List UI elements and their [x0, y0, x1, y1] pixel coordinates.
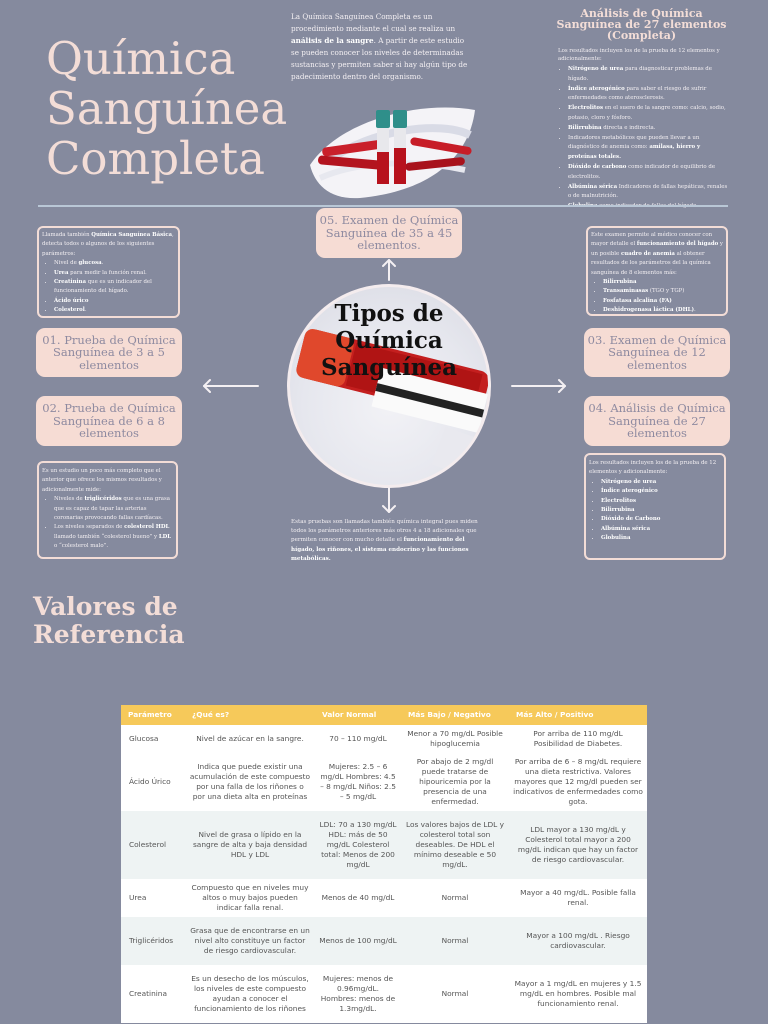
table-cell: Normal — [401, 879, 509, 917]
list-item: • Dióxido de carbono como indicador de equilibrio de electrolitos. — [568, 163, 729, 183]
list-item — [568, 202, 729, 212]
table-header: Parámetro — [121, 705, 185, 725]
pill-03-examen: 03. Examen de Química Sanguínea de 12 elementos — [584, 328, 730, 377]
table-cell: Menos de 40 mg/dL — [315, 879, 401, 917]
pill-01-prueba: 01. Prueba de Química Sanguínea de 3 a 5 elementos — [36, 328, 182, 377]
table-cell: Compuesto que en niveles muy altos o muy bajos pueden indicar falla renal. — [185, 879, 315, 917]
box-analisis-27-list — [589, 478, 721, 544]
main-title — [46, 34, 296, 184]
list-item: • Bilirrubina — [603, 278, 723, 287]
table-cell: Menor a 70 mg/dL Posible hipoglucemia — [401, 725, 509, 753]
analysis-27-panel — [554, 8, 729, 212]
main-title-line-2: Sanguínea — [46, 82, 288, 135]
table-cell: Nivel de azúcar en la sangre. — [185, 725, 315, 753]
list-item: • Índice aterogénico — [601, 487, 721, 496]
list-item: • Electrolitos en el suero de la sangre como: calcio, sodio, potasio, cloro y fósforo. — [568, 104, 729, 124]
table-header: ¿Qué es? — [185, 705, 315, 725]
list-item: • Creatinina que es un indicador del funcionamiento del hígado. — [54, 278, 175, 297]
list-item: • Globulina — [601, 534, 721, 543]
list-item: • Albúmina sérica Indicadores de fallas hepáticas, renales o de malnutrición. — [568, 183, 729, 203]
pill-05-examen: 05. Examen de Química Sanguínea de 35 a 45 elementos. — [316, 208, 462, 258]
list-item: • Niveles de triglicéridos que es una grasa que es capaz de tapar las arterias coronarias provocando fallas cardíacas. — [54, 495, 173, 523]
box-analisis-27: Los resultados incluyen los de la prueba de 12 elementos y adicionalmente: • Nitrógeno de urea • Índice aterogénico • Electrolitos • Bilirrubina • Dióxido de Carbono • Albúmina sérica • Globulina — [584, 453, 726, 560]
table-row — [121, 965, 647, 1023]
table-cell: Ácido Úrico — [121, 753, 185, 811]
blood-tubes-illustration — [300, 90, 480, 205]
table-row — [121, 753, 647, 811]
table-cell: Normal — [401, 917, 509, 965]
table-header: Valor Normal — [315, 705, 401, 725]
list-item: • Nitrógeno de urea — [601, 478, 721, 487]
table-cell: LDL mayor a 130 mg/dL y Colesterol total mayor a 200 mg/dL indican que hay un factor de riesgo cardiovascular. — [509, 811, 647, 879]
divider-line — [38, 205, 728, 207]
main-title-line-3: Completa — [46, 132, 265, 185]
table-cell: Mayor a 100 mg/dL . Riesgo cardiovascular. — [509, 917, 647, 965]
box-examen-12: Este examen permite al médico conocer con mayor detalle el funcionamiento del hígado y un posible cuadro de anemia al obtener resultados de los parámetros del la química sanguínea de 8 elementos más: • Bilirrubina • Transaminasas (TGO y TGP) • Fosfatasa alcalina (FA) • Deshidrogenasa láctica (DHL). — [586, 226, 728, 316]
table-header-row — [121, 705, 647, 725]
list-item: • Nivel de glucosa. — [54, 259, 175, 268]
box-prueba-basica-list — [42, 259, 175, 315]
table-cell: Menos de 100 mg/dL — [315, 917, 401, 965]
box-prueba-basica: Llamada también Química Sanguínea Básica, detecta todos o algunos de los siguientes parámetros: • Nivel de glucosa. • Urea para medir la función renal. • Creatinina que es un indicador del funcionamiento del hígado. • Ácido úrico • Colesterol. — [37, 226, 180, 318]
box-prueba-6-8-list — [42, 495, 173, 551]
list-item: • Los niveles separados de colesterol HDL llamado también “colesterol bueno” y LDL o “colesterol malo”. — [54, 523, 173, 551]
table-cell: Nivel de grasa o lípido en la sangre de alta y baja densidad HDL y LDL — [185, 811, 315, 879]
arrow-up-icon — [383, 260, 395, 280]
pill-04-analisis: 04. Análisis de Química Sanguínea de 27 elementos — [584, 396, 730, 446]
list-item: • Deshidrogenasa láctica (DHL). — [603, 306, 723, 315]
center-title: Tipos de Química Sanguínea — [320, 300, 458, 381]
list-item: • Urea para medir la función renal. — [54, 269, 175, 278]
list-item: • Indicadores metabólicos que pueden llevar a un diagnóstico de anemia como: amilasa, hierro y proteínas totales. — [568, 134, 729, 163]
table-cell: Triglicéridos — [121, 917, 185, 965]
reference-table — [121, 705, 647, 1023]
list-item: • Índice aterogénico para saber el riesgo de sufrir enfermedades como aterosclerosis. — [568, 85, 729, 105]
table-cell: Por arriba de 110 mg/dL Posibilidad de Diabetes. — [509, 725, 647, 753]
valores-title: Valores de Referencia — [33, 592, 185, 649]
intro-paragraph: La Química Sanguínea Completa es un procedimiento mediante el cual se realiza un análisis de la sangre. A partir de este estudio se pueden conocer los niveles de determinadas sustancias y permiten saber si hay algún tipo de padecimiento dentro del organismo. — [291, 12, 468, 81]
table-row — [121, 725, 647, 753]
arrows-layer — [200, 250, 570, 520]
main-title-line-1: Química — [46, 32, 236, 85]
box-prueba-6-8: Es un estudio un poco más completo que el anterior que ofrece los mismos resultados y adicionalmente mide: • Niveles de triglicéridos que es una grasa que es capaz de tapar las arterias coronarias provocando fallas cardíacas. • Los niveles separados de colesterol HDL llamado también “colesterol bueno” y LDL o “colesterol malo”. — [37, 461, 178, 559]
table-header: Más Alto / Positivo — [509, 705, 647, 725]
table-header: Más Bajo / Negativo — [401, 705, 509, 725]
table-cell: Indica que puede existir una acumulación de este compuesto por una falla de los riñones o por una dieta alta en proteínas — [185, 753, 315, 811]
list-item: • Nitrógeno de urea para diagnosticar problemas de hígado. — [568, 65, 729, 85]
list-item: • Electrolitos — [601, 497, 721, 506]
table-cell: Glucosa — [121, 725, 185, 753]
table-cell: Colesterol — [121, 811, 185, 879]
table-cell: LDL: 70 a 130 mg/dL HDL: más de 50 mg/dL Colesterol total: Menos de 200 mg/dL — [315, 811, 401, 879]
table-cell: Normal — [401, 965, 509, 1023]
table-cell: Urea — [121, 879, 185, 917]
list-item: • Albúmina sérica — [601, 525, 721, 534]
table-row — [121, 917, 647, 965]
arrow-down-icon — [383, 488, 395, 512]
list-item: • Bilirrubina — [601, 506, 721, 515]
table-row — [121, 879, 647, 917]
table-cell: Por arriba de 6 – 8 mg/dL requiere una dieta restrictiva. Valores mayores que 12 mg/dl pueden ser indicativos de enfermedades como gota. — [509, 753, 647, 811]
list-item: • Ácido úrico — [54, 297, 175, 306]
table-cell: Mayor a 40 mg/dL. Posible falla renal. — [509, 879, 647, 917]
table-cell: 70 – 110 mg/dL — [315, 725, 401, 753]
table-cell: Mayor a 1 mg/dL en mujeres y 1.5 mg/dL en hombres. Posible mal funcionamiento renal. — [509, 965, 647, 1023]
analysis-27-intro: Los resultados incluyen los de la prueba de 12 elementos y adicionalmente: — [558, 48, 720, 62]
arrow-left-icon — [204, 380, 258, 392]
arrow-right-icon — [512, 380, 565, 392]
table-cell: Creatinina — [121, 965, 185, 1023]
list-item: • Bilirrubina directa e indirecta. — [568, 124, 729, 134]
analysis-27-title: Análisis de Química Sanguínea de 27 elementos (Completa) — [556, 7, 727, 42]
table-cell: Grasa que de encontrarse en un nivel alto constituye un factor de riesgo cardiovascular. — [185, 917, 315, 965]
analysis-27-list — [554, 65, 729, 212]
table-cell: Es un desecho de los músculos, los niveles de este compuesto ayudan a conocer el funcionamiento de los riñones — [185, 965, 315, 1023]
list-item: • Colesterol. — [54, 306, 175, 315]
pill-02-prueba: 02. Prueba de Química Sanguínea de 6 a 8 elementos — [36, 396, 182, 446]
under-circle-paragraph: Estas pruebas son llamadas también química integral pues miden todos los parámetros anteriores más otros 4 a 18 adicionales que permiten conocer con mucho detalle el funcionamiento del hígado, los riñones, el sistema endocrino y las funciones metabólicas. — [291, 519, 478, 562]
table-cell: Los valores bajos de LDL y colesterol total son deseables. De HDL el mínimo deseable e 50 mg/dL. — [401, 811, 509, 879]
list-item: • Fosfatasa alcalina (FA) — [603, 297, 723, 306]
table-row — [121, 811, 647, 879]
list-item: • Transaminasas (TGO y TGP) — [603, 287, 723, 296]
table-cell: Mujeres: 2.5 – 6 mg/dL Hombres: 4.5 – 8 mg/dL Niños: 2.5 – 5 mg/dL — [315, 753, 401, 811]
table-cell: Mujeres: menos de 0.96mg/dL. Hombres: menos de 1.3mg/dL. — [315, 965, 401, 1023]
box-examen-12-list — [591, 278, 723, 316]
list-item: • Dióxido de Carbono — [601, 515, 721, 524]
table-cell: Por abajo de 2 mg/dl puede tratarse de hipouricemia por la presencia de una enfermedad. — [401, 753, 509, 811]
